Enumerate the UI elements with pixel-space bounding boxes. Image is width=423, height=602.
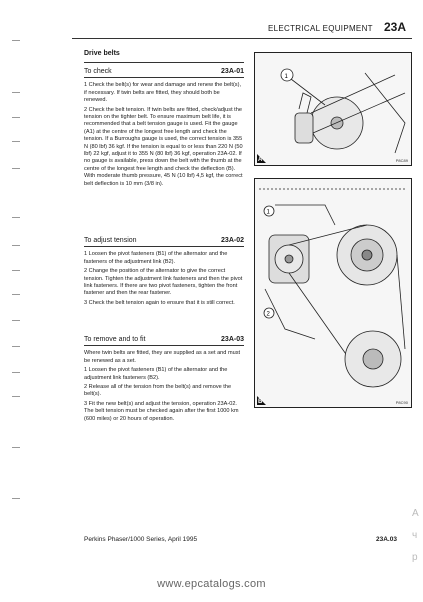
- figure-letter: A: [258, 157, 263, 163]
- callout-number: 1: [284, 74, 288, 80]
- edge-glyph: ч: [412, 530, 418, 541]
- heading-rule: [84, 62, 244, 63]
- margin-mark: [12, 294, 20, 295]
- paragraph: 2 Check the belt tension. If twin belts are fitted, check/adjust the tension on the tighter belt. To ensure maximum belt life, it is recommended that a belt tension gauge is used. Fit the gauge (A1) at the centre of the longest free length and check the tension. If a Burroughs gauge is used, the correct tension is 355 N (80 lbf) 36 kgf. If the tension is equal to or less than 220 N (50 lbf) 22 kgf, adjust it to 355 N (80 lbf) 36 kgf, operation 23A-02. If no gauge is available, press down the belt with the thumb at the centre of the longest free length and check the deflection (B). With moderate thumb pressure, 45 N (10 lbf) 4,5 kgf, the correct belt deflection is 10 mm (3/8 in).: [84, 106, 243, 187]
- margin-mark: [12, 117, 20, 118]
- section-to-check: [84, 68, 244, 190]
- margin-mark: [12, 447, 20, 448]
- section-code: 23A-03: [221, 336, 244, 343]
- alternator-belt-illustration: [255, 179, 411, 407]
- margin-mark: [12, 217, 20, 218]
- margin-mark: [12, 245, 20, 246]
- edge-glyph: A: [412, 508, 419, 519]
- paragraph: Where twin belts are fitted, they are supplied as a set and must be renewed as a set.: [84, 350, 241, 364]
- margin-mark: [12, 168, 20, 169]
- belt-tension-gauge-illustration: [255, 53, 411, 165]
- section-header: [84, 68, 244, 78]
- margin-mark: [12, 372, 20, 373]
- callout-number: 1: [266, 209, 270, 216]
- figure-b: [254, 178, 412, 408]
- section-title: To adjust tension: [84, 237, 137, 244]
- figure-code: P8C89: [395, 158, 408, 163]
- edge-glyph: p: [412, 552, 418, 563]
- margin-mark: [12, 141, 20, 142]
- margin-mark: [12, 320, 20, 321]
- margin-mark: [12, 40, 20, 41]
- section-adjust-tension: [84, 237, 244, 309]
- watermark-url: www.epcatalogs.com: [157, 578, 266, 590]
- margin-mark: [12, 396, 20, 397]
- margin-mark: [12, 92, 20, 93]
- section-title: To check: [84, 68, 112, 75]
- margin-mark: [12, 346, 20, 347]
- section-code: 23A-02: [221, 237, 244, 244]
- figure-a: [254, 52, 412, 166]
- paragraph: 1 Loosen the pivot fasteners (B1) of the alternator and the fasteners of the adjustment link (B2).: [84, 251, 228, 265]
- paragraph: 1 Loosen the pivot fasteners (B1) of the alternator and the adjustment link fasteners (B2).: [84, 367, 228, 381]
- margin-mark: [12, 498, 20, 499]
- section-code: 23A-01: [221, 68, 244, 75]
- footer-publication: Perkins Phaser/1000 Series, April 1995: [84, 536, 198, 543]
- figure-code: P8C90: [395, 400, 408, 405]
- header-rule: [72, 38, 412, 39]
- paragraph: 1 Check the belt(s) for wear and damage and renew the belt(s), if necessary. If twin belts are fitted, they should both be renewed.: [84, 82, 242, 104]
- page-heading: Drive belts: [84, 50, 120, 57]
- callout-number: 2: [266, 311, 270, 318]
- section-header: [84, 237, 244, 247]
- paragraph: 2 Change the position of the alternator to give the correct tension. Tighten the adjustment link fasteners and then the pivot link fasteners. If there are two pivot fasteners, tighten the front fastener and then the rear fastener.: [84, 268, 243, 297]
- chapter-number: 23A: [384, 20, 407, 34]
- section-header: [84, 336, 244, 346]
- footer-page-code: 23A.03: [376, 536, 397, 543]
- chapter-title: ELECTRICAL EQUIPMENT: [268, 24, 373, 33]
- paragraph: 2 Release all of the tension from the belt(s) and remove the belt(s).: [84, 384, 232, 398]
- paragraph: 3 Fit the new belt(s) and adjust the tension, operation 23A-02. The belt tension must be checked again after the first 1000 km (600 miles) or 20 hours of operation.: [84, 400, 239, 422]
- section-remove-fit: [84, 336, 244, 425]
- section-title: To remove and to fit: [84, 336, 146, 343]
- paragraph: 3 Check the belt tension again to ensure that it is still correct.: [84, 299, 235, 306]
- figure-letter: B: [258, 399, 263, 405]
- margin-mark: [12, 270, 20, 271]
